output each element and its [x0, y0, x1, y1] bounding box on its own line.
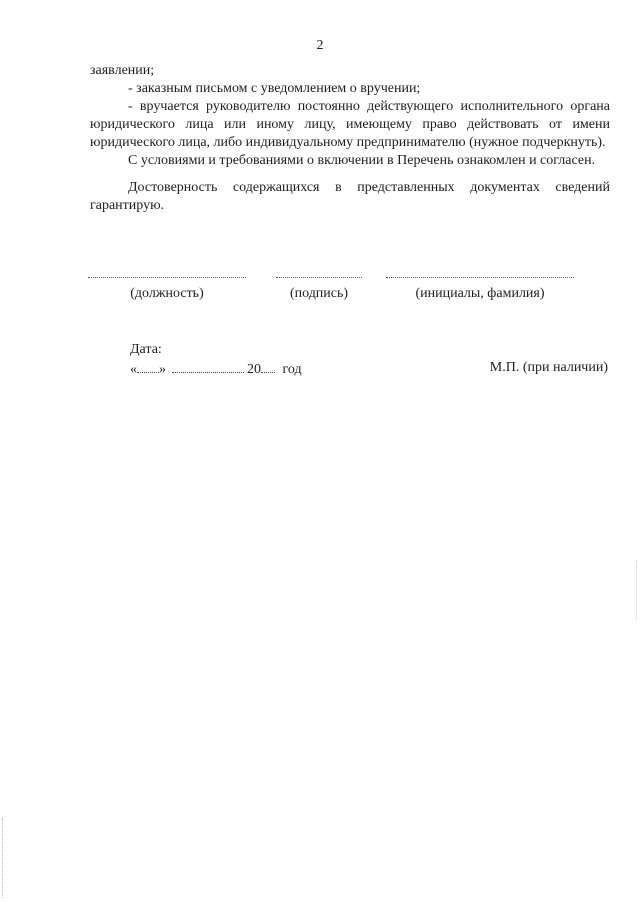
binding-edge	[2, 818, 3, 898]
position-line	[88, 277, 246, 278]
signature-line	[276, 277, 362, 278]
year-suffix: год	[282, 362, 302, 377]
paragraph-consent: С условиями и требованиями о включении в Перечень ознакомлен и согласен.	[128, 153, 596, 168]
name-label: (инициалы, фамилия)	[415, 286, 545, 301]
month-blank	[172, 360, 244, 373]
name-line	[386, 277, 574, 278]
date-label: Дата:	[130, 342, 162, 357]
page-number: 2	[316, 38, 324, 53]
document-body	[90, 62, 610, 215]
signature-label: (подпись)	[289, 286, 349, 301]
position-label: (должность)	[130, 286, 204, 301]
scan-edge	[636, 560, 637, 620]
day-blank	[137, 360, 159, 373]
stamp-note: М.П. (при наличии)	[489, 360, 608, 375]
year-blank	[261, 360, 275, 373]
date-close-quote: »	[159, 362, 166, 377]
paragraph-guarantee: Достоверность содержащихся в представленных документах сведений гарантирую.	[90, 180, 610, 213]
date-row	[130, 360, 302, 378]
date-open-quote: «	[130, 362, 137, 377]
paragraph-registered-mail: - заказным письмом с уведомлением о вручении;	[128, 81, 421, 96]
year-prefix: 20	[247, 362, 261, 377]
paragraph-statement-end: заявлении;	[90, 63, 155, 78]
paragraph-hand-delivery: - вручается руководителю постоянно действующего исполнительного органа юридического лица или иному лицу, имеющему право действовать от имени юридического лица, либо индивидуальному предпринимателю (нужное подчеркнуть).	[90, 99, 610, 150]
